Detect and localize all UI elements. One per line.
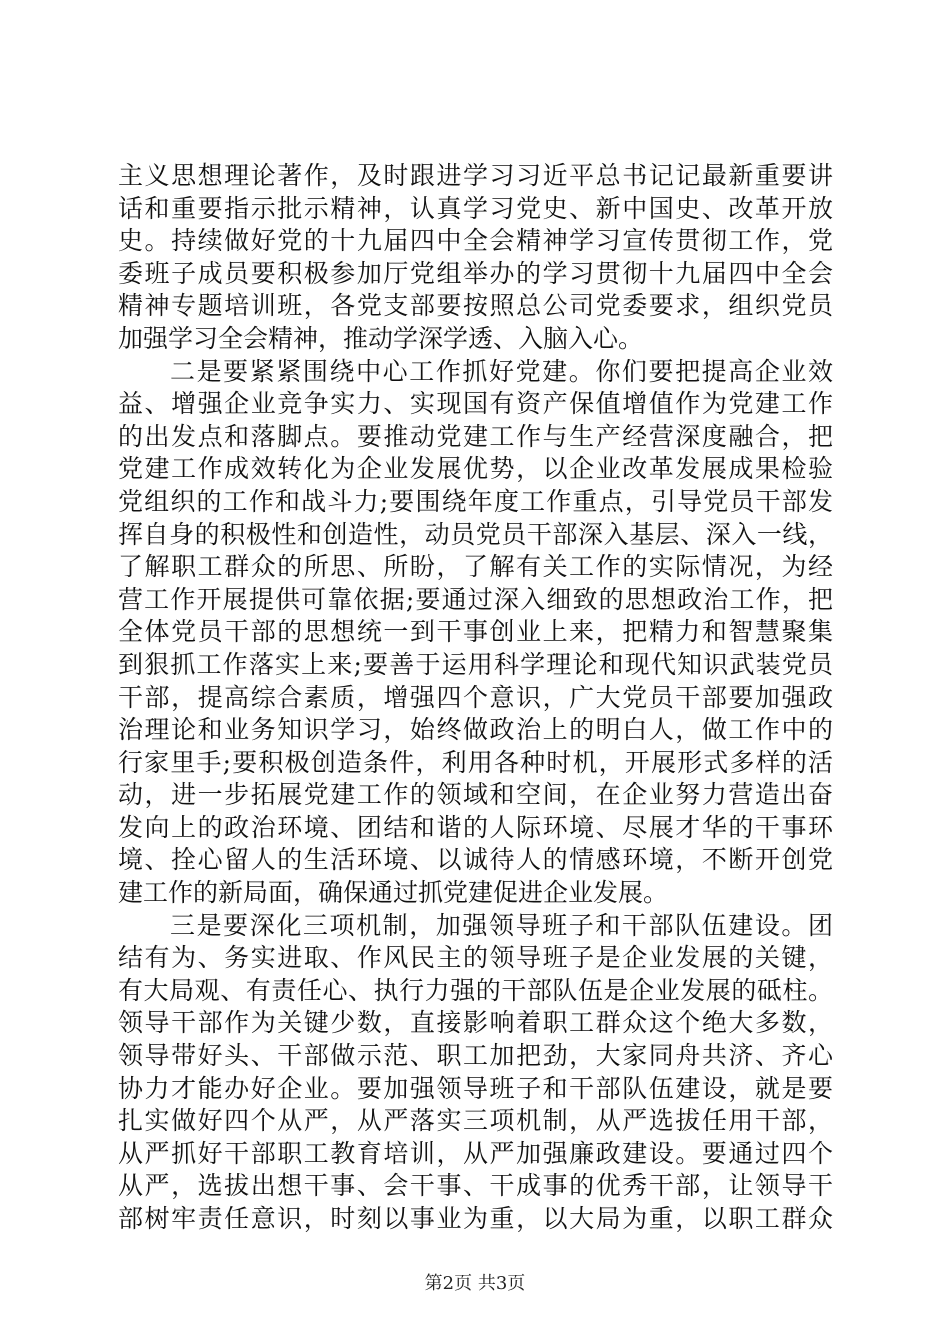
text-line: 主义思想理论著作，及时跟进学习习近平总书记记最新重要讲 (118, 161, 833, 190)
text-line: 精神专题培训班，各党支部要按照总公司党委要求，组织党员 (118, 291, 833, 321)
text-line: 了解职工群众的所思、所盼，了解有关工作的实际情况，为经 (118, 552, 833, 582)
text-line: 结有为、务实进取、作风民主的领导班子是企业发展的关键， (118, 943, 833, 973)
text-line: 动，进一步拓展党建工作的领域和空间，在企业努力营造出奋 (118, 780, 833, 810)
text-line: 全体党员干部的思想统一到干事创业上来，把精力和智慧聚集 (118, 617, 833, 647)
text-line: 治理论和业务知识学习，始终做政治上的明白人，做工作中的 (118, 715, 833, 745)
text-line: 协力才能办好企业。要加强领导班子和干部队伍建设，就是要 (118, 1073, 833, 1103)
text-line: 营工作开展提供可靠依据;要通过深入细致的思想政治工作，把 (118, 584, 833, 614)
text-line: 三是要深化三项机制，加强领导班子和干部队伍建设。团 (170, 910, 833, 940)
text-line: 领导干部作为关键少数，直接影响着职工群众这个绝大多数， (118, 1008, 833, 1038)
text-line: 境、拴心留人的生活环境、以诚待人的情感环境，不断开创党 (118, 845, 833, 875)
text-line: 到狠抓工作落实上来;要善于运用科学理论和现代知识武装党员 (118, 649, 833, 679)
text-line: 行家里手;要积极创造条件，利用各种时机，开展形式多样的活 (118, 747, 833, 777)
text-line: 领导带好头、干部做示范、职工加把劲，大家同舟共济、齐心 (118, 1041, 833, 1071)
text-line: 扎实做好四个从严，从严落实三项机制，从严选拔任用干部， (118, 1106, 833, 1136)
text-line: 从严，选拔出想干事、会干事、干成事的优秀干部，让领导干 (118, 1171, 833, 1201)
text-line: 建工作的新局面，确保通过抓党建促进企业发展。 (118, 878, 669, 908)
text-line: 党建工作成效转化为企业发展优势，以企业改革发展成果检验 (118, 454, 833, 484)
page-footer: 第2页 共3页 (424, 1273, 526, 1294)
text-line: 有大局观、有责任心、执行力强的干部队伍是企业发展的砥柱。 (118, 975, 833, 1005)
text-line: 挥自身的积极性和创造性，动员党员干部深入基层、深入一线， (118, 519, 833, 549)
text-line: 话和重要指示批示精神，认真学习党史、新中国史、改革开放 (118, 193, 833, 223)
text-line: 干部，提高综合素质，增强四个意识，广大党员干部要加强政 (118, 682, 833, 712)
text-line: 二是要紧紧围绕中心工作抓好党建。你们要把提高企业效 (170, 356, 833, 386)
text-line: 部树牢责任意识，时刻以事业为重，以大局为重，以职工群众 (118, 1204, 833, 1233)
text-line: 党组织的工作和战斗力;要围绕年度工作重点，引导党员干部发 (118, 486, 833, 516)
text-line: 加强学习全会精神，推动学深学透、入脑入心。 (118, 323, 644, 353)
text-line: 从严抓好干部职工教育培训，从严加强廉政建设。要通过四个 (118, 1138, 833, 1168)
text-line: 的出发点和落脚点。要推动党建工作与生产经营深度融合，把 (118, 421, 833, 451)
text-line: 委班子成员要积极参加厅党组举办的学习贯彻十九届四中全会 (118, 258, 833, 288)
body-text (118, 160, 833, 1236)
text-line: 发向上的政治环境、团结和谐的人际环境、尽展才华的干事环 (118, 812, 833, 842)
text-line: 史。持续做好党的十九届四中全会精神学习宣传贯彻工作，党 (118, 226, 833, 256)
text-line: 益、增强企业竞争实力、实现国有资产保值增值作为党建工作 (118, 389, 833, 419)
